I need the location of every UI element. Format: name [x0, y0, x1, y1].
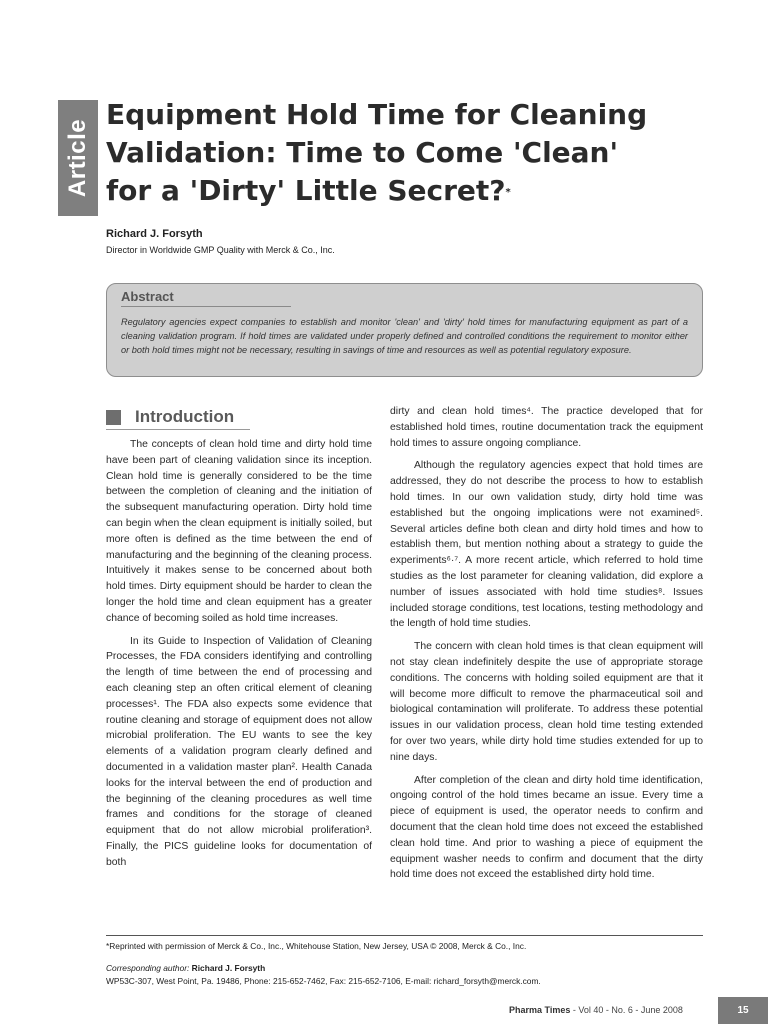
article-title: [106, 96, 666, 210]
corresponding-author-line: [106, 963, 706, 973]
body-paragraph: Although the regulatory agencies expect that hold times are addressed, they do not describe the process to how to establish hold times. In our own validation study, dirty hold time was established but the ongoing implications were not examined⁵. Several articles define both clean and dirty hold times and how to establish them, but mention nothing about a strategy to guide the experiments⁶·⁷. A more recent article, which referred to hold time studies as the lost parameter for cleaning validation, did explore a number of issues associated with hold time studies⁸. Issues included storage conditions, test locations, testing methodology and the length of hold time studies.: [390, 460, 703, 630]
contact-details: WP53C-307, West Point, Pa. 19486, Phone: 215-652-7462, Fax: 215-652-7106, E-mail: richard_forsyth@merck.com.: [106, 976, 541, 986]
journal-issue: - Vol 40 - No. 6 - June 2008: [570, 1005, 683, 1015]
body-column-left: [106, 404, 372, 878]
page-number: 15: [718, 997, 768, 1024]
footnote-divider: [106, 935, 703, 936]
article-tab-label: Article: [64, 118, 92, 198]
author-affiliation: Director in Worldwide GMP Quality with Merck & Co., Inc.: [106, 245, 335, 255]
journal-footer: [509, 1005, 683, 1015]
corresponding-author-label: Corresponding author:: [106, 963, 190, 973]
introduction-heading-label: Introduction: [135, 407, 235, 427]
heading-square-bullet: [106, 410, 121, 425]
reprint-footnote: *Reprinted with permission of Merck & Co., Inc., Whitehouse Station, New Jersey, USA © 2008, Merck & Co., Inc.: [106, 941, 527, 951]
author-name: Richard J. Forsyth: [106, 228, 203, 240]
article-title-text: Equipment Hold Time for Cleaning Validation: Time to Come 'Clean' for a 'Dirty' Little Secret?: [106, 98, 648, 207]
introduction-heading: [106, 405, 250, 430]
abstract-box: [106, 283, 703, 377]
abstract-text: Regulatory agencies expect companies to establish and monitor 'clean' and 'dirty' hold times for manufacturing equipment as part of a cleaning validation program. If hold times are validated under properly defined and controlled conditions the requirement to monitor either or both hold times might not be necessary, resulting in savings of time and resources as well as potential regulatory exposure.: [121, 317, 688, 356]
body-paragraph: In its Guide to Inspection of Validation of Cleaning Processes, the FDA considers identifying and controlling the length of time between the end of processing and each cleaning step an often critical element of cleaning processes¹. The FDA also expects some evidence that routine cleaning and storage of equipment does not allow microbial proliferation. The EU wants to see the key elements of a validation program clearly defined and documented in a validation master plan². Health Canada looks for the interval between the end of production and the beginning of the cleaning procedures as well time frames and conditions for the storage of cleaned equipment that do not allow microbial proliferation³. Finally, the PICS guideline looks for documentation of both: [106, 635, 372, 868]
journal-name: Pharma Times: [509, 1005, 571, 1015]
title-footnote-marker: *: [505, 187, 511, 198]
body-paragraph-continued: dirty and clean hold times⁴. The practice developed that for established hold times, routine documentation track the equipment hold times to assure ongoing compliance.: [390, 406, 703, 449]
body-paragraph: The concern with clean hold times is that clean equipment will not stay clean indefinitely despite the use of appropriate storage conditions. The concerns with holding soiled equipment are that it will become more difficult to remove the pharmaceutical soil and biological contamination will proliferate. To address these potential issues in our validation process, clean hold time testing extended for over two years, while dirty hold time studies extended for up to nine days.: [390, 641, 703, 763]
abstract-heading: Abstract: [121, 289, 291, 307]
body-paragraph: The concepts of clean hold time and dirty hold time have been part of cleaning validation since its inception. Clean hold time is generally considered to be the time between the completion of cleaning and the initiation of the subsequent manufacturing operation. Dirty hold time can begin when the clean equipment is initially soiled, but more often is defined as the time between the end of manufacturing and the beginning of the cleaning process. Intuitively it makes sense to be concerned about both hold times. Dirty equipment should be harder to clean the longer the hold time and clean equipment has a greater chance of becoming soiled as hold time increases.: [106, 439, 372, 624]
corresponding-author-name: Richard J. Forsyth: [191, 963, 266, 973]
body-column-right: [390, 404, 703, 890]
body-paragraph: After completion of the clean and dirty hold time identification, ongoing control of the hold times became an issue. Every time a piece of equipment is used, the operator needs to confirm and document that the clean hold time does not exceed the established clean hold time. And prior to washing a piece of equipment the equipment washer needs to confirm and document that the dirty hold time does not exceed the established dirty hold time.: [390, 774, 703, 881]
article-section-tab: [58, 100, 98, 216]
